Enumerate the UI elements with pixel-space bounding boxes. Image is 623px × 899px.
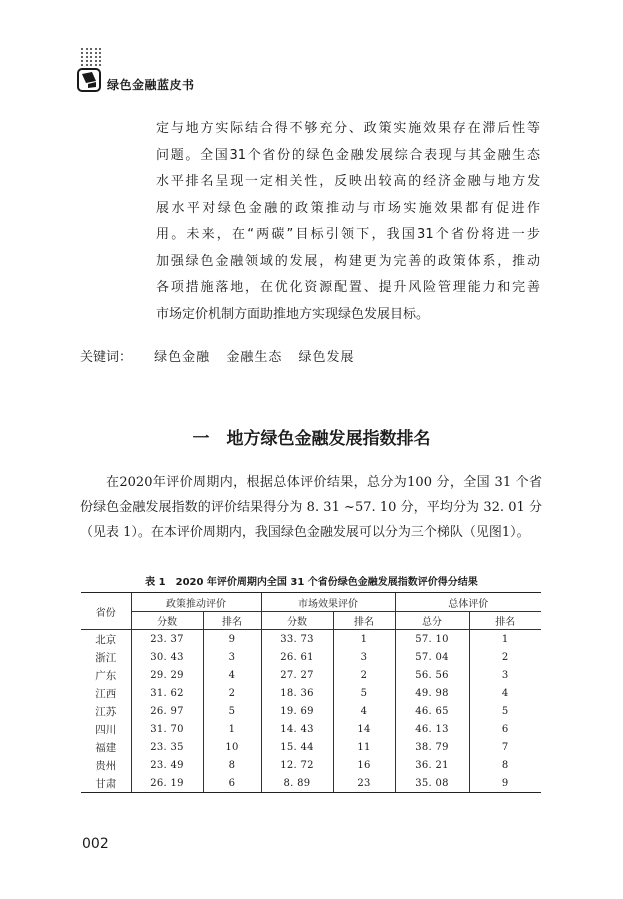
decorative-dot	[99, 64, 101, 66]
value-cell: 26. 61	[261, 648, 333, 666]
value-cell: 2	[469, 648, 541, 666]
value-cell: 1	[333, 630, 395, 649]
abstract-line: 各项措施落地，在优化资源配置、提升风险管理能力和完善	[156, 280, 540, 295]
table-row	[81, 702, 541, 720]
decorative-dot	[81, 56, 83, 58]
keywords-line	[80, 346, 366, 365]
abstract-line: 定与地方实际结合得不够充分、政策实施效果存在滞后性等	[156, 121, 540, 136]
province-cell: 江苏	[95, 705, 117, 718]
decorative-dot	[95, 52, 97, 54]
value-cell: 23. 35	[131, 738, 203, 756]
value-cell: 16	[333, 756, 395, 774]
decorative-dot	[90, 48, 92, 50]
page-number: 002	[82, 836, 109, 852]
value-cell: 2	[333, 666, 395, 684]
value-cell: 8. 89	[261, 774, 333, 793]
decorative-dot	[86, 60, 88, 62]
province-cell: 福建	[95, 741, 117, 754]
value-cell: 57. 04	[395, 648, 469, 666]
keywords-label: 关键词：	[80, 350, 133, 365]
table-subheader: 排名	[203, 612, 261, 630]
decorative-dot	[86, 52, 88, 54]
table-row	[81, 720, 541, 738]
body-line: 在2020年评价周期内，根据总体评价结果，总分为100 分，全国 31 个省	[106, 475, 542, 490]
table-row	[81, 630, 541, 649]
value-cell: 14. 43	[261, 720, 333, 738]
table-row	[81, 684, 541, 702]
body-line: （见表 1）。在本评价周期内，我国绿色金融发展可以分为三个梯队（见图1）。	[80, 525, 530, 540]
table-header-overall: 总体评价	[395, 593, 541, 612]
value-cell: 29. 29	[131, 666, 203, 684]
abstract-line: 用。未来，在“两碳”目标引领下，我国31个省份将进一步	[156, 227, 540, 242]
score-table	[81, 592, 541, 793]
body-line: 份绿色金融发展指数的评价结果得分为 8. 31 ~57. 10 分，平均分为 32. 01 分	[80, 500, 542, 515]
abstract-line: 展水平对绿色金融的政策推动与市场实施效果都有促进作	[156, 200, 540, 216]
value-cell: 31. 70	[131, 720, 203, 738]
value-cell: 26. 97	[131, 702, 203, 720]
book-series-logo-icon	[77, 68, 101, 92]
table-header-province: 省份	[81, 593, 131, 630]
value-cell: 8	[203, 756, 261, 774]
table-row	[81, 738, 541, 756]
value-cell: 38. 79	[395, 738, 469, 756]
decorative-dot	[90, 60, 92, 62]
value-cell: 23. 49	[131, 756, 203, 774]
keyword: 金融生态	[226, 350, 283, 365]
value-cell: 3	[333, 648, 395, 666]
decorative-dot	[90, 52, 92, 54]
decorative-dot	[99, 60, 101, 62]
value-cell: 49. 98	[395, 684, 469, 702]
value-cell: 6	[469, 720, 541, 738]
value-cell: 46. 65	[395, 702, 469, 720]
province-cell: 浙江	[95, 651, 117, 664]
abstract-block	[156, 116, 540, 328]
value-cell: 12. 72	[261, 756, 333, 774]
decorative-dot	[81, 64, 83, 66]
abstract-line: 水平排名呈现一定相关性，反映出较高的经济金融与地方发	[156, 174, 540, 189]
abstract-line: 加强绿色金融领域的发展，构建更为完善的政策体系，推动	[156, 253, 540, 269]
decorative-dot	[99, 56, 101, 58]
value-cell: 14	[333, 720, 395, 738]
section-heading: 一 地方绿色金融发展指数排名	[192, 429, 431, 449]
decorative-dot	[95, 64, 97, 66]
decorative-dot	[81, 52, 83, 54]
decorative-dot	[86, 56, 88, 58]
value-cell: 15. 44	[261, 738, 333, 756]
value-cell: 1	[203, 720, 261, 738]
value-cell: 57. 10	[395, 630, 469, 649]
body-paragraph	[80, 470, 542, 545]
keyword: 绿色发展	[298, 350, 355, 365]
table-subheader: 排名	[469, 612, 541, 630]
decorative-dot	[99, 52, 101, 54]
value-cell: 35. 08	[395, 774, 469, 793]
province-cell: 广东	[95, 669, 117, 682]
value-cell: 5	[203, 702, 261, 720]
decorative-dot	[90, 56, 92, 58]
value-cell: 33. 73	[261, 630, 333, 649]
table-header-policy: 政策推动评价	[131, 593, 261, 612]
table-row	[81, 666, 541, 684]
value-cell: 26. 19	[131, 774, 203, 793]
table-header-market: 市场效果评价	[261, 593, 395, 612]
table-caption: 表 1 2020 年评价周期内全国 31 个省份绿色金融发展指数评价得分结果	[145, 577, 478, 588]
province-cell: 江西	[95, 687, 117, 700]
value-cell: 4	[469, 684, 541, 702]
value-cell: 1	[469, 630, 541, 649]
value-cell: 2	[203, 684, 261, 702]
value-cell: 27. 27	[261, 666, 333, 684]
table-subheader: 排名	[333, 612, 395, 630]
table-subheader: 分数	[261, 612, 333, 630]
province-cell: 四川	[95, 723, 117, 736]
decorative-dot	[95, 48, 97, 50]
table-row	[81, 774, 541, 793]
decorative-dot	[81, 60, 83, 62]
decorative-dot	[81, 48, 83, 50]
value-cell: 7	[469, 738, 541, 756]
decorative-dot	[86, 64, 88, 66]
decorative-dot	[95, 56, 97, 58]
decorative-dot	[86, 48, 88, 50]
value-cell: 56. 56	[395, 666, 469, 684]
abstract-line: 市场定价机制方面助推地方实现绿色发展目标。	[156, 306, 430, 322]
value-cell: 8	[469, 756, 541, 774]
value-cell: 9	[469, 774, 541, 793]
value-cell: 6	[203, 774, 261, 793]
value-cell: 23. 37	[131, 630, 203, 649]
table-row	[81, 648, 541, 666]
province-cell: 贵州	[95, 759, 117, 772]
value-cell: 18. 36	[261, 684, 333, 702]
value-cell: 10	[203, 738, 261, 756]
decorative-dot-grid	[81, 48, 103, 68]
value-cell: 3	[469, 666, 541, 684]
province-cell: 甘肃	[81, 774, 131, 793]
province-cell: 北京	[95, 633, 117, 646]
value-cell: 11	[333, 738, 395, 756]
value-cell: 5	[333, 684, 395, 702]
table-row	[81, 756, 541, 774]
value-cell: 9	[203, 630, 261, 649]
value-cell: 5	[469, 702, 541, 720]
table-subheader: 总分	[395, 612, 469, 630]
abstract-line: 问题。全国31个省份的绿色金融发展综合表现与其金融生态	[156, 147, 540, 163]
value-cell: 31. 62	[131, 684, 203, 702]
decorative-dot	[95, 60, 97, 62]
table-subheader: 分数	[131, 612, 203, 630]
value-cell: 36. 21	[395, 756, 469, 774]
value-cell: 19. 69	[261, 702, 333, 720]
value-cell: 4	[333, 702, 395, 720]
value-cell: 46. 13	[395, 720, 469, 738]
value-cell: 23	[333, 774, 395, 793]
decorative-dot	[90, 64, 92, 66]
value-cell: 3	[203, 648, 261, 666]
decorative-dot	[99, 48, 101, 50]
keyword: 绿色金融	[154, 350, 211, 365]
value-cell: 30. 43	[131, 648, 203, 666]
series-title: 绿色金融蓝皮书	[107, 78, 195, 92]
value-cell: 4	[203, 666, 261, 684]
